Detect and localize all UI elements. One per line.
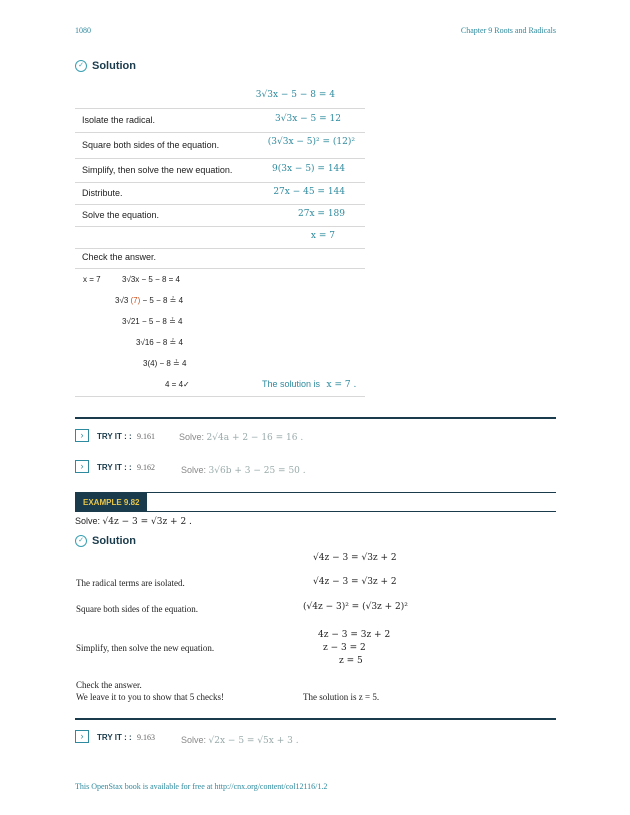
try-it-number: 9.163 <box>137 733 155 742</box>
example-badge: EXAMPLE 9.82 <box>75 493 147 512</box>
check-label: Check the answer. <box>82 252 157 262</box>
example-step-math: √4z − 3 = √3z + 2 <box>313 577 397 587</box>
step-row <box>75 108 365 133</box>
check-line: 4 = 4✓ <box>165 380 190 389</box>
chapter-title: Chapter 9 Roots and Radicals <box>460 26 556 35</box>
example-check-label: Check the answer. <box>76 680 142 690</box>
step-math: x = 7 <box>310 231 335 241</box>
step-label: Isolate the radical. <box>82 115 156 125</box>
check-circle-icon: ✓ <box>75 60 87 72</box>
example-conclusion: The solution is z = 5. <box>303 692 380 702</box>
step-row <box>75 182 365 205</box>
check-x: x = 7 <box>83 275 101 284</box>
example-check-note: We leave it to you to show that 5 checks! <box>76 692 224 702</box>
step-label: Simplify, then solve the new equation. <box>82 165 233 175</box>
check-circle-icon: ✓ <box>75 535 87 547</box>
example-prompt: Solve: √4z − 3 = √3z + 2 . <box>75 516 192 527</box>
step-row <box>75 204 365 227</box>
check-line: 3√3x − 5 − 8 = 4 <box>122 275 180 284</box>
try-it-label: TRY IT : : <box>97 432 132 441</box>
footer-text: This OpenStax book is available for free at http://cnx.org/content/col12116/1.2 <box>75 782 328 791</box>
step-math: 27x − 45 = 144 <box>273 187 345 197</box>
solution-start-row <box>75 86 365 109</box>
check-line: 3√21 − 5 − 8 ≟ 4 <box>122 317 183 326</box>
check-line: 3(4) − 8 ≟ 4 <box>143 359 187 368</box>
section-rule <box>75 718 556 720</box>
try-it-problem: Solve: 2√4a + 2 − 16 = 16 . <box>179 432 304 443</box>
example-step-math: (√4z − 3)² = (√3z + 2)² <box>303 602 408 612</box>
try-it-number: 9.162 <box>137 463 155 472</box>
try-it-label: TRY IT : : <box>97 463 132 472</box>
check-row <box>75 248 365 269</box>
example-step-label: The radical terms are isolated. <box>76 578 185 588</box>
section-rule <box>75 417 556 419</box>
example-step-label: Square both sides of the equation. <box>76 604 198 614</box>
step-row <box>75 132 365 159</box>
step-math: (3√3x − 5)² = (12)² <box>267 137 355 147</box>
step-math: 3√3x − 5 = 12 <box>275 114 341 124</box>
chevron-right-icon[interactable]: › <box>75 429 89 442</box>
step-row <box>75 158 365 183</box>
example-step-label: Simplify, then solve the new equation. <box>76 643 215 653</box>
page-number: 1080 <box>75 26 91 35</box>
example-line <box>75 511 556 512</box>
step-label: Distribute. <box>82 188 123 198</box>
step-row <box>75 226 365 249</box>
try-it-problem: Solve: √2x − 5 = √5x + 3 . <box>181 735 299 746</box>
check-line: 3√16 − 8 ≟ 4 <box>136 338 183 347</box>
check-line: 3√3 (7) − 5 − 8 ≟ 4 <box>115 296 184 305</box>
conclusion: The solution is x = 7 . <box>262 379 357 390</box>
step-math: 9(3x − 5) = 144 <box>272 164 345 174</box>
try-it-number: 9.161 <box>137 432 155 441</box>
start-equation: 3√3x − 5 − 8 = 4 <box>255 90 335 100</box>
example-start: √4z − 3 = √3z + 2 <box>313 553 397 563</box>
solution-title: Solution <box>92 535 136 547</box>
chevron-right-icon[interactable]: › <box>75 460 89 473</box>
try-it-problem: Solve: 3√6b + 3 − 25 = 50 . <box>181 465 306 476</box>
step-math: 27x = 189 <box>298 209 345 219</box>
divider <box>75 396 365 397</box>
example-step-math: 4z − 3 = 3z + 2 <box>318 630 391 640</box>
chevron-right-icon[interactable]: › <box>75 730 89 743</box>
solution-title: Solution <box>92 60 136 72</box>
try-it-label: TRY IT : : <box>97 733 132 742</box>
example-step-math: z − 3 = 2 <box>323 643 366 653</box>
example-step-math: z = 5 <box>339 656 363 666</box>
step-label: Square both sides of the equation. <box>82 140 220 150</box>
step-label: Solve the equation. <box>82 210 160 220</box>
